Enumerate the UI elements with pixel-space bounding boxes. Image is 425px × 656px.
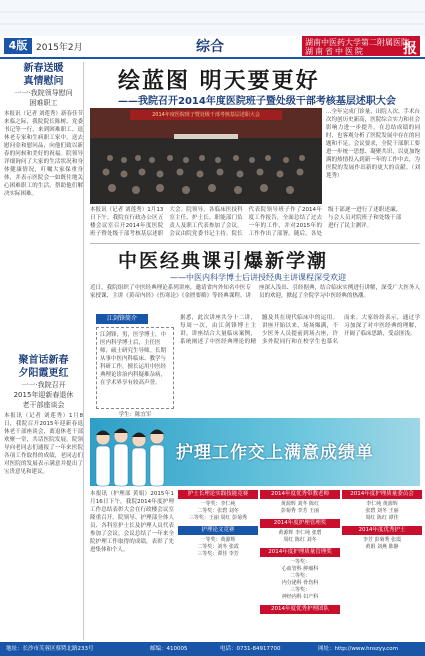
- award-line: 李芳 彭菊秀 张霞: [362, 537, 402, 543]
- award-line: 李仁纯 黄源辉: [366, 501, 398, 507]
- award-line: 三等奖：谭佳 李芳: [197, 551, 239, 557]
- award-line: 张碧 刘冬 王丽: [365, 508, 399, 514]
- award-line: 三等奖：王丽 周红 彭菊秀: [188, 515, 248, 521]
- award-line: 一等奖：: [289, 559, 310, 565]
- award-group-4: [342, 490, 422, 551]
- left-subhead-4: 2015年迎新春退休: [13, 391, 74, 399]
- left-headline-2: 真情慰问: [23, 76, 64, 87]
- award-subgroup-title: 2014年度护理管理奖: [260, 519, 340, 528]
- masthead: [0, 0, 425, 58]
- footer-phone: 电话：0731-84917700: [220, 646, 281, 652]
- award-line: 一等奖：黄源辉: [200, 537, 236, 543]
- award-group-1: [178, 490, 258, 558]
- left-article-2: 本报讯（记者 刘莲秀）1月8日，我院召开2015年迎新春退休老干部座谈会，离退休老干部欢聚一堂，共话医院发展。院领导向老同志们通报了一年来医院各项工作取得的成绩，老同志们对医院的发展表示满意并提出了宝贵意见和建议。: [4, 413, 83, 475]
- award-line: 内分泌科 骨伤科: [281, 580, 319, 586]
- footer-website: 网址：http://www.hnszyy.com: [318, 646, 399, 652]
- footer-address: 地址：长沙市芙蓉区蔡锷北路233号: [6, 646, 94, 652]
- award-group-3-title: 2014年度护理质量管理奖: [260, 548, 340, 557]
- award-line: 心血管科 肿瘤科: [281, 566, 319, 572]
- award-group-2-title: 2014年度优秀带教老师: [260, 490, 340, 499]
- second-subhead: ——中医内科学博士后讲授经典主讲课程深受欢迎: [170, 273, 346, 282]
- masthead-pattern: [0, 0, 425, 36]
- award-line: 黄源辉 刘冬 陈红: [280, 501, 320, 507]
- page-number: 4版: [4, 38, 32, 54]
- award-line: 周红 陈红 谭佳: [365, 515, 399, 521]
- meeting-hall-image: [90, 108, 322, 204]
- second-headline: 中医经典课引爆新学潮: [118, 250, 329, 272]
- second-story-intro: 近日，我院组织了中医经典理论系列讲座，邀请省内外知名中医专家授课，主讲《黄帝内经》《伤寒论》《金匮要略》等经典课程。讲座深入浅出、引经据典，结合临床实例进行讲解，深受广大医务人员的欢迎，掀起了全院学习中医经典的热潮。: [90, 285, 420, 299]
- award-line: 黄源辉 李仁纯 张碧: [278, 530, 322, 536]
- main-headline: 绘蓝图 明天要更好: [118, 69, 320, 94]
- main-subhead: ——我院召开2014年度医院班子暨处级干部考核基层述职大会: [118, 96, 396, 107]
- award-line: 二等奖：刘冬 张霞: [197, 544, 239, 550]
- award-line: 周红 陈红 刘冬: [283, 537, 317, 543]
- brand-line-2: 湖南省中医院: [305, 47, 365, 56]
- meeting-photo: [90, 108, 322, 204]
- brand-line-1: 湖南中医药大学第二附属医院: [305, 38, 409, 47]
- bio-box: 江剑锋，男，医学博士，中医内科学博士后，主任医师，硕士研究生导师。长期从事中医内科临床、教学与科研工作，擅长运用中医经典理论诊治内科疑难杂病，在学术界享有较高声誉。: [96, 327, 174, 409]
- nursing-story-body: 本报讯（护理部 黄娟）2015年1月16日下午，我院2014年度护理工作总结表彰大会在行政楼会议室隆重召开。院领导、护理部全体人员、各科室护士长及护理人员代表参加了会议。会议总结了一年来全院护理工作取得的成绩，表彰了先进集体和个人。: [90, 491, 174, 553]
- award-group-1-title: 护士长理论实践技能竞赛: [178, 490, 258, 499]
- second-story-body: 据悉，此次讲座共分十二讲，每周一次，由江剑锋博士主讲。讲座结合大量临床案例，系统阐述了中医经典理论的精髓及其在现代临床中的运用。讲座开始以来，场场爆满，不少医务人员提前到场占座，许多外院同行和在校学生也慕名而来。大家纷纷表示，通过学习加深了对中医经典的理解，开阔了临床思路，受益匪浅。: [180, 315, 420, 345]
- footer-bar: [0, 642, 425, 656]
- top-story-continued: …全年完成门诊量、出院人次、手术台次均创历史新高，医院综合实力和社会影响力进一步提升。在总结成绩的同时，也客观分析了医院发展中存在的问题和不足。会议要求，全院干部职工要进一步统一思想、凝聚共识，以更加饱满的热情投入到新一年的工作中去，为医院的发展作出新的更大的贡献。（刘莲秀）: [326, 109, 420, 179]
- photo-banner-text: 2014年度医院班子暨处级干部考核基层述职大会: [152, 112, 260, 118]
- award-line: 黄娟 刘燕 陈静: [365, 544, 399, 550]
- award-line: 二等奖：张碧 刘冬: [197, 508, 239, 514]
- issue-date: 2015年2月: [36, 43, 83, 53]
- award-line: 二等奖：: [289, 573, 310, 579]
- nursing-headline: 护理工作交上满意成绩单: [176, 443, 374, 463]
- left-headline-1: 新春送暖: [23, 63, 64, 74]
- left-subhead-2: 困难职工: [29, 99, 58, 107]
- award-line: 一等奖：李仁纯: [200, 501, 236, 507]
- award-subgroup-title: 2014年度优秀护士: [342, 526, 422, 535]
- brand-tail: 报: [403, 41, 417, 57]
- top-story-body: 本报讯（记者 刘莲秀）1月13日下午，我院在行政办公区五楼会议室召开2014年度医院班子暨处级干部考核基层述职大会。院领导、各临床医技科室主任、护士长、职能部门负责人及职工代表参加了会议。会议由院党委书记主持。院长代表院领导班子作了2014年度工作报告，全面总结了过去一年的工作，并对2015年的工作作出了部署。随后，各处级干部逐一进行了述职述廉，与会人员对院班子和处级干部进行了民主测评。: [90, 207, 402, 237]
- left-headline-3: 聚首话新春: [18, 355, 69, 366]
- left-subhead-1: 一一·我院领导慰问: [14, 89, 73, 97]
- award-line: 三等奖：: [289, 587, 310, 593]
- left-article-1: 本报讯（记者 刘莲秀）新春佳节来临之际，我院院长陈树、党委书记等一行，来到困难职工、退休老专家和生病职工家中，送去慰问金和慰问品，向他们致以新春的问候和美好的祝福。院领导详细询问了大家的生活状况和身体健康情况，叮嘱大家保重身体，并表示医院会一如既往地关心困难职工的生活，帮助他们解决实际困难。: [4, 111, 83, 197]
- bio-box-title: 江剑锋简介: [96, 314, 148, 324]
- newspaper-brand: [302, 36, 420, 56]
- left-headline-4: 夕阳霞更红: [18, 368, 69, 379]
- award-subgroup-title: 2014年度优秀护理团队: [260, 605, 340, 614]
- footer-postcode: 邮编：410005: [150, 646, 188, 652]
- section-title: 综合: [196, 39, 224, 55]
- left-column: [4, 62, 84, 640]
- award-line: 神经内科 妇产科: [281, 594, 319, 600]
- left-subhead-3: 一一·我院召开: [21, 381, 66, 389]
- award-subgroup-title: 护理论文竞赛: [178, 526, 258, 535]
- award-line: 彭菊秀 李芳 王丽: [280, 508, 320, 514]
- left-subhead-5: 老干部座谈会: [22, 401, 65, 409]
- header-divider: [0, 57, 425, 59]
- award-group-4-title: 2014年度护理质量委员会: [342, 490, 422, 499]
- story-divider: [90, 243, 420, 244]
- award-group-2: [260, 490, 340, 616]
- bio-box-caption: 学生：陈宜军: [118, 412, 152, 418]
